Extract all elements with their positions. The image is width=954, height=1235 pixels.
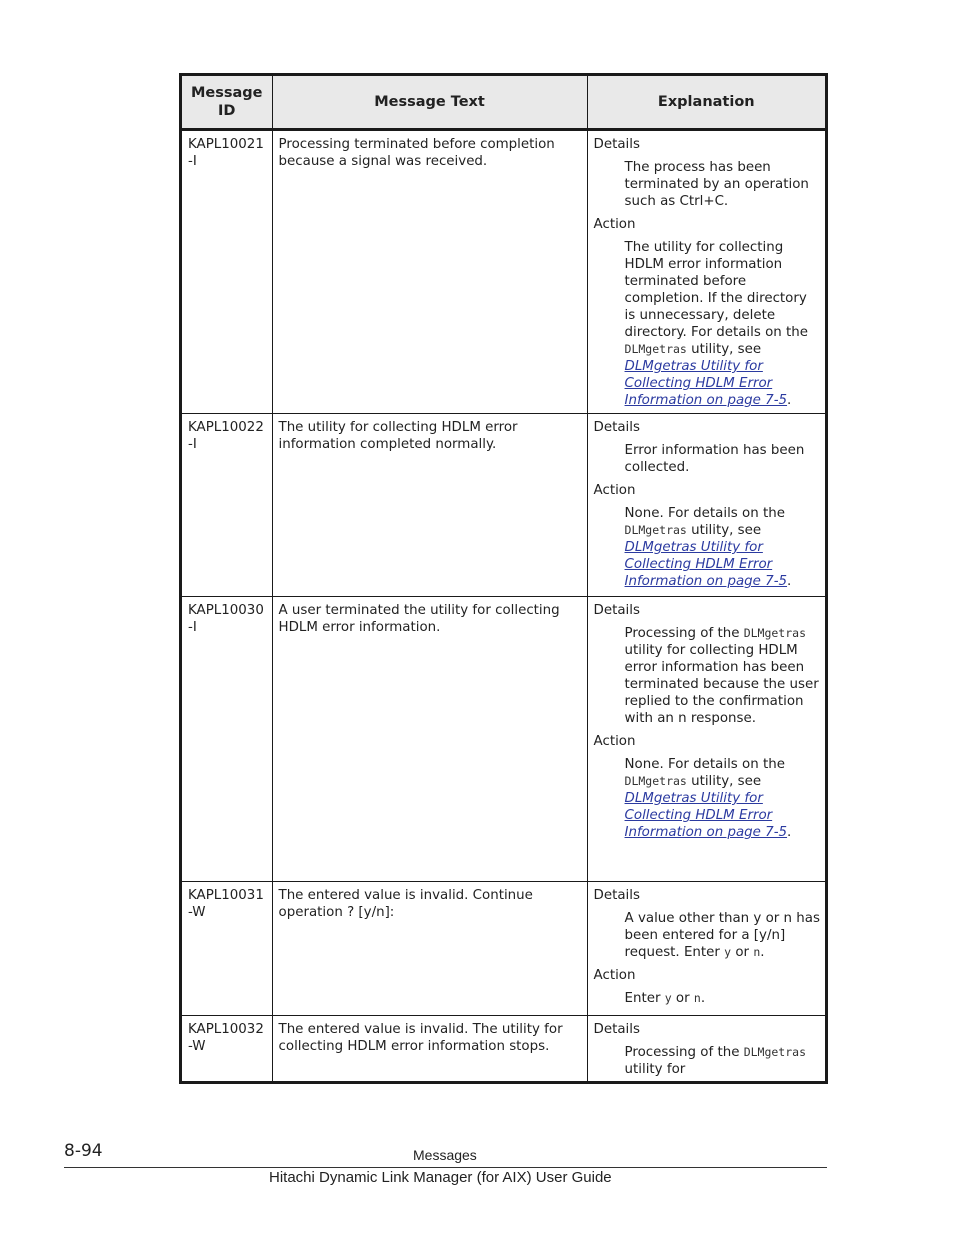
- explanation-cell: [587, 130, 826, 414]
- action-label: Action: [593, 734, 636, 749]
- text-run: Processing of the: [624, 626, 744, 641]
- details-label: Details: [593, 137, 640, 152]
- text-run: utility, see: [686, 342, 762, 357]
- action-text: [625, 505, 820, 590]
- explanation-cell: [587, 597, 826, 882]
- text-run: or: [671, 991, 694, 1006]
- details-label: Details: [593, 1022, 640, 1037]
- table-row: [181, 1016, 827, 1083]
- explanation-cell: [587, 1016, 826, 1083]
- code-text: DLMgetras: [624, 523, 687, 537]
- action-label: Action: [593, 968, 636, 983]
- details-text: [625, 1044, 820, 1078]
- code-text: n: [693, 991, 701, 1005]
- code-text: n: [753, 945, 761, 959]
- explanation-cell: [587, 882, 826, 1016]
- details-label: Details: [593, 603, 640, 618]
- text-run: .: [787, 825, 792, 840]
- text-run: None. For details on the: [624, 757, 785, 772]
- header-explanation: Explanation: [587, 75, 826, 130]
- code-text: DLMgetras: [743, 626, 806, 640]
- text-run: .: [700, 991, 706, 1006]
- text-run: Processing of the: [624, 1045, 744, 1060]
- details-text: [625, 442, 820, 476]
- details-label: Details: [593, 420, 640, 435]
- footer-section-title: Messages: [413, 1147, 477, 1163]
- details-label: Details: [593, 888, 640, 903]
- header-message-text: Message Text: [272, 75, 587, 130]
- details-text: [625, 910, 820, 961]
- message-text-cell: The entered value is invalid. Continue operation ? [y/n]:: [272, 882, 587, 1016]
- footer-guide-title: Hitachi Dynamic Link Manager (for AIX) User Guide: [269, 1169, 612, 1186]
- action-label: Action: [593, 483, 636, 498]
- table-row: [181, 597, 827, 882]
- header-message-id: Message ID: [181, 75, 273, 130]
- text-run: None. For details on the: [624, 506, 785, 521]
- cross-reference-link[interactable]: DLMgetras Utility for Collecting HDLM Error Information on page 7-5: [624, 791, 788, 840]
- table-row: [181, 414, 827, 597]
- message-text-cell: A user terminated the utility for collecting HDLM error information.: [272, 597, 587, 882]
- page-number: 8-94: [64, 1141, 103, 1161]
- table-header: [181, 75, 827, 130]
- text-run: .: [760, 945, 765, 960]
- code-text: DLMgetras: [624, 342, 687, 356]
- cross-reference-link[interactable]: DLMgetras Utility for Collecting HDLM Error Information on page 7-5: [624, 359, 788, 408]
- text-run: Error information has been collected.: [624, 443, 805, 475]
- message-id-cell: KAPL10022-I: [181, 414, 273, 597]
- code-text: DLMgetras: [624, 774, 687, 788]
- explanation-cell: [587, 414, 826, 597]
- action-label: Action: [593, 217, 636, 232]
- table-row: [181, 130, 827, 414]
- text-run: utility for: [624, 1062, 686, 1077]
- action-text: [625, 990, 820, 1007]
- details-text: [625, 159, 820, 210]
- message-text-cell: Processing terminated before completion because a signal was received.: [272, 130, 587, 414]
- details-text: [625, 625, 820, 727]
- text-run: .: [787, 574, 792, 589]
- message-id-cell: KAPL10030-I: [181, 597, 273, 882]
- text-run: .: [787, 393, 792, 408]
- footer-divider: [64, 1167, 827, 1168]
- text-run: A value other than y or n has been entered for a [y/n] request. Enter: [624, 911, 820, 960]
- table-row: [181, 882, 827, 1016]
- text-run: The process has been terminated by an operation such as Ctrl+C.: [624, 160, 809, 209]
- text-run: utility, see: [686, 774, 762, 789]
- message-text-cell: The utility for collecting HDLM error information completed normally.: [272, 414, 587, 597]
- text-run: utility for collecting HDLM error information has been terminated because the user replied to the confirmation with an n response.: [624, 643, 819, 726]
- text-run: Enter: [624, 991, 665, 1006]
- text-run: or: [731, 945, 754, 960]
- text-run: The utility for collecting HDLM error information terminated before completion. If the directory is unnecessary, delete directory. For details on the: [624, 240, 808, 340]
- message-id-cell: KAPL10031-W: [181, 882, 273, 1016]
- message-table: [179, 73, 828, 1084]
- message-text-cell: The entered value is invalid. The utility for collecting HDLM error information stops.: [272, 1016, 587, 1083]
- cross-reference-link[interactable]: DLMgetras Utility for Collecting HDLM Error Information on page 7-5: [624, 540, 788, 589]
- table-body: [181, 130, 827, 1083]
- message-id-cell: KAPL10032-W: [181, 1016, 273, 1083]
- code-text: y: [724, 945, 732, 959]
- text-run: utility, see: [686, 523, 762, 538]
- message-id-cell: KAPL10021-I: [181, 130, 273, 414]
- action-text: [625, 239, 820, 409]
- code-text: DLMgetras: [743, 1045, 806, 1059]
- action-text: [625, 756, 820, 841]
- code-text: y: [664, 991, 672, 1005]
